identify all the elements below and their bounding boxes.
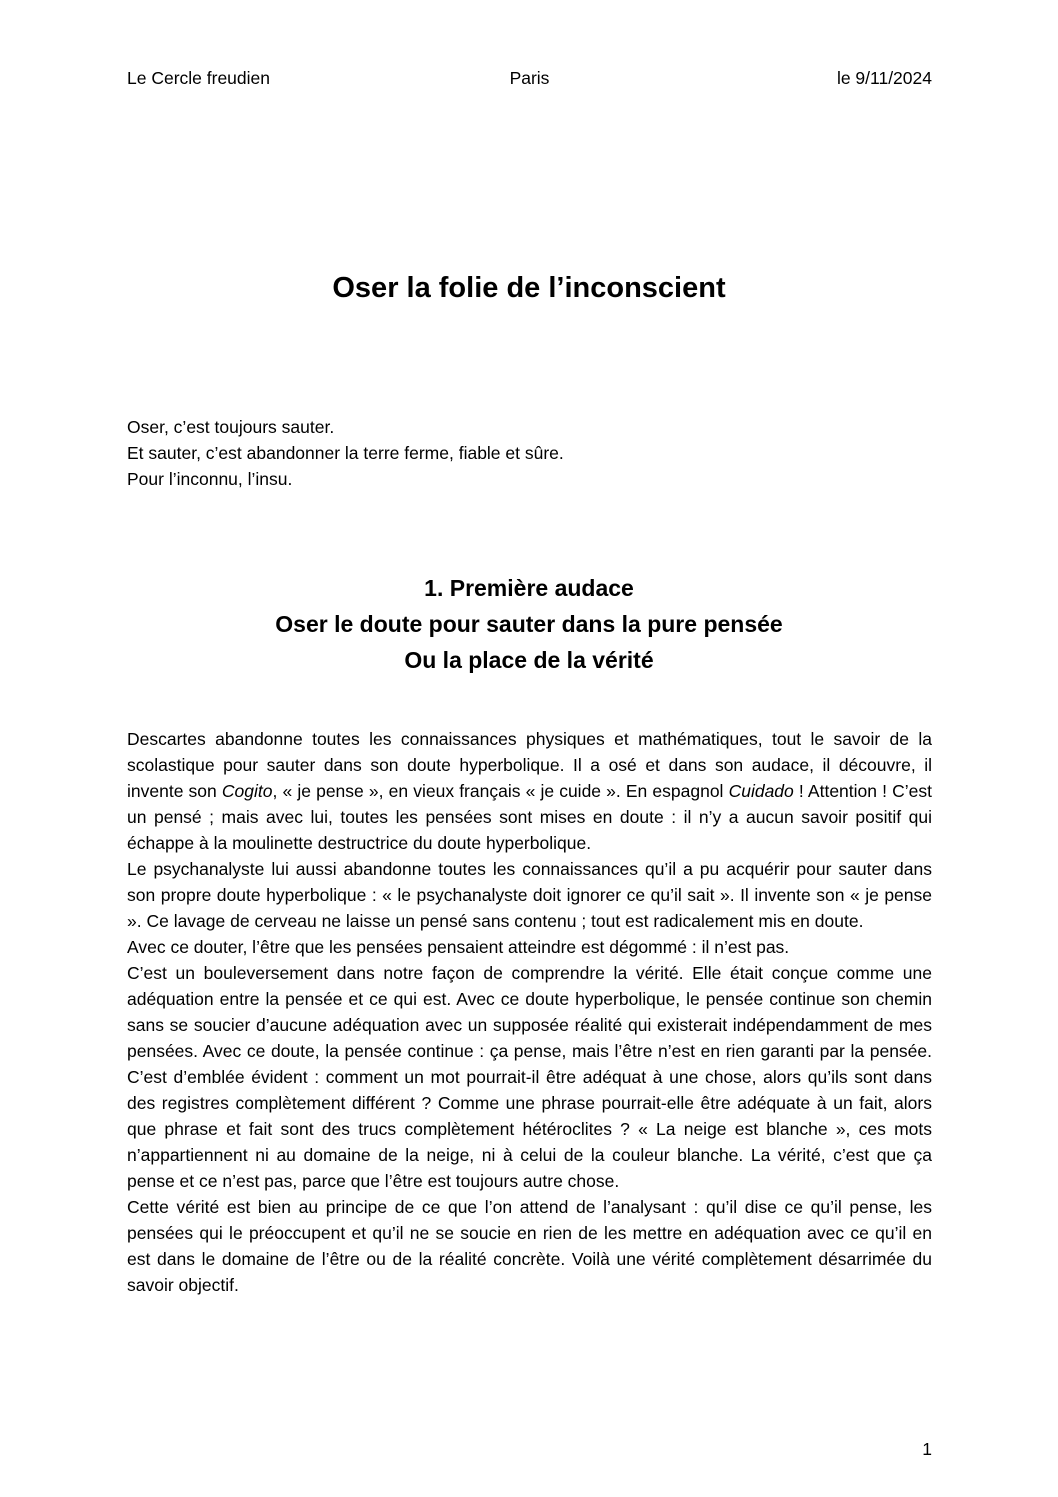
section-heading [0,570,1058,678]
paragraph [127,726,932,856]
paragraph: Avec ce douter, l’être que les pensées pensaient atteindre est dégommé : il n’est pas. [127,937,790,957]
section-subtitle: Oser le doute pour sauter dans la pure pensée [275,611,783,637]
header-city: Paris [509,68,550,88]
italic-term: Cuidado [728,781,794,801]
section-subtitle-secondary: Ou la place de la vérité [404,647,654,673]
page-number: 1 [922,1439,932,1459]
paragraph-text: ! Attention ! C’est un pensé ; mais avec lui, toutes les pensées sont mises en doute : il n’y a aucun savoir positif qui échappe à la moulinette destructrice du doute hyperbolique. [127,781,932,853]
header-organization: Le Cercle freudien [127,68,270,88]
epigraph [127,414,932,492]
epigraph-line: Et sauter, c’est abandonner la terre ferme, fiable et sûre. [127,443,564,463]
epigraph-line: Pour l’inconnu, l’insu. [127,469,293,489]
paragraph-text: Descartes abandonne toutes les connaissances physiques et mathématiques, tout le savoir de la scolastique pour sauter dans son doute hyperbolique. Il a osé et dans son audace, il découvre, il invente son [127,729,932,801]
italic-term: Cogito [221,781,273,801]
paragraph: Le psychanalyste lui aussi abandonne toutes les connaissances qu’il a pu acquérir pour sauter dans son propre doute hyperbolique : « le psychanalyste doit ignorer ce qu’il sait ». Il invente son « je pense ». Ce lavage de cerveau ne laisse un pensé sans contenu ; tout est radicalement mis en doute. [127,859,932,931]
paragraph-text: , « je pense », en vieux français « je cuide ». En espagnol [272,781,729,801]
body-text [127,726,932,1298]
section-number-title: 1. Première audace [424,575,634,601]
page-header [127,66,932,90]
document-title: Oser la folie de l’inconscient [332,272,726,304]
epigraph-line: Oser, c’est toujours sauter. [127,417,335,437]
paragraph: Cette vérité est bien au principe de ce que l’on attend de l’analysant : qu’il dise ce qu’il pense, les pensées qui le préoccupent et qu’il ne se soucie en rien de les mettre en adéquation avec ce qu’il en est dans le domaine de l’être ou de la réalité concrète. Voilà une vérité complètement désarrimée du savoir objectif. [127,1197,932,1295]
header-date: le 9/11/2024 [836,68,932,88]
paragraph: C’est un bouleversement dans notre façon de comprendre la vérité. Elle était conçue comme une adéquation entre la pensée et ce qui est. Avec ce doute hyperbolique, le pensée continue son chemin sans se soucier d’aucune adéquation avec un supposée réalité qui existerait indépendamment de mes pensées. Avec ce doute, la pensée continue : ça pense, mais l’être n’est en rien garanti par la pensée. C’est d’emblée évident : comment un mot pourrait-il être adéquat à une chose, alors qu’ils sont dans des registres complètement différent ? Comme une phrase pourrait-elle être adéquate à un fait, alors que phrase et fait sont des trucs complètement hétéroclites ? « La neige est blanche », ces mots n’appartiennent ni au domaine de la neige, ni à celui de la couleur blanche. La vérité, c’est que ça pense et ce n’est pas, parce que l’être est toujours autre chose. [127,963,932,1191]
